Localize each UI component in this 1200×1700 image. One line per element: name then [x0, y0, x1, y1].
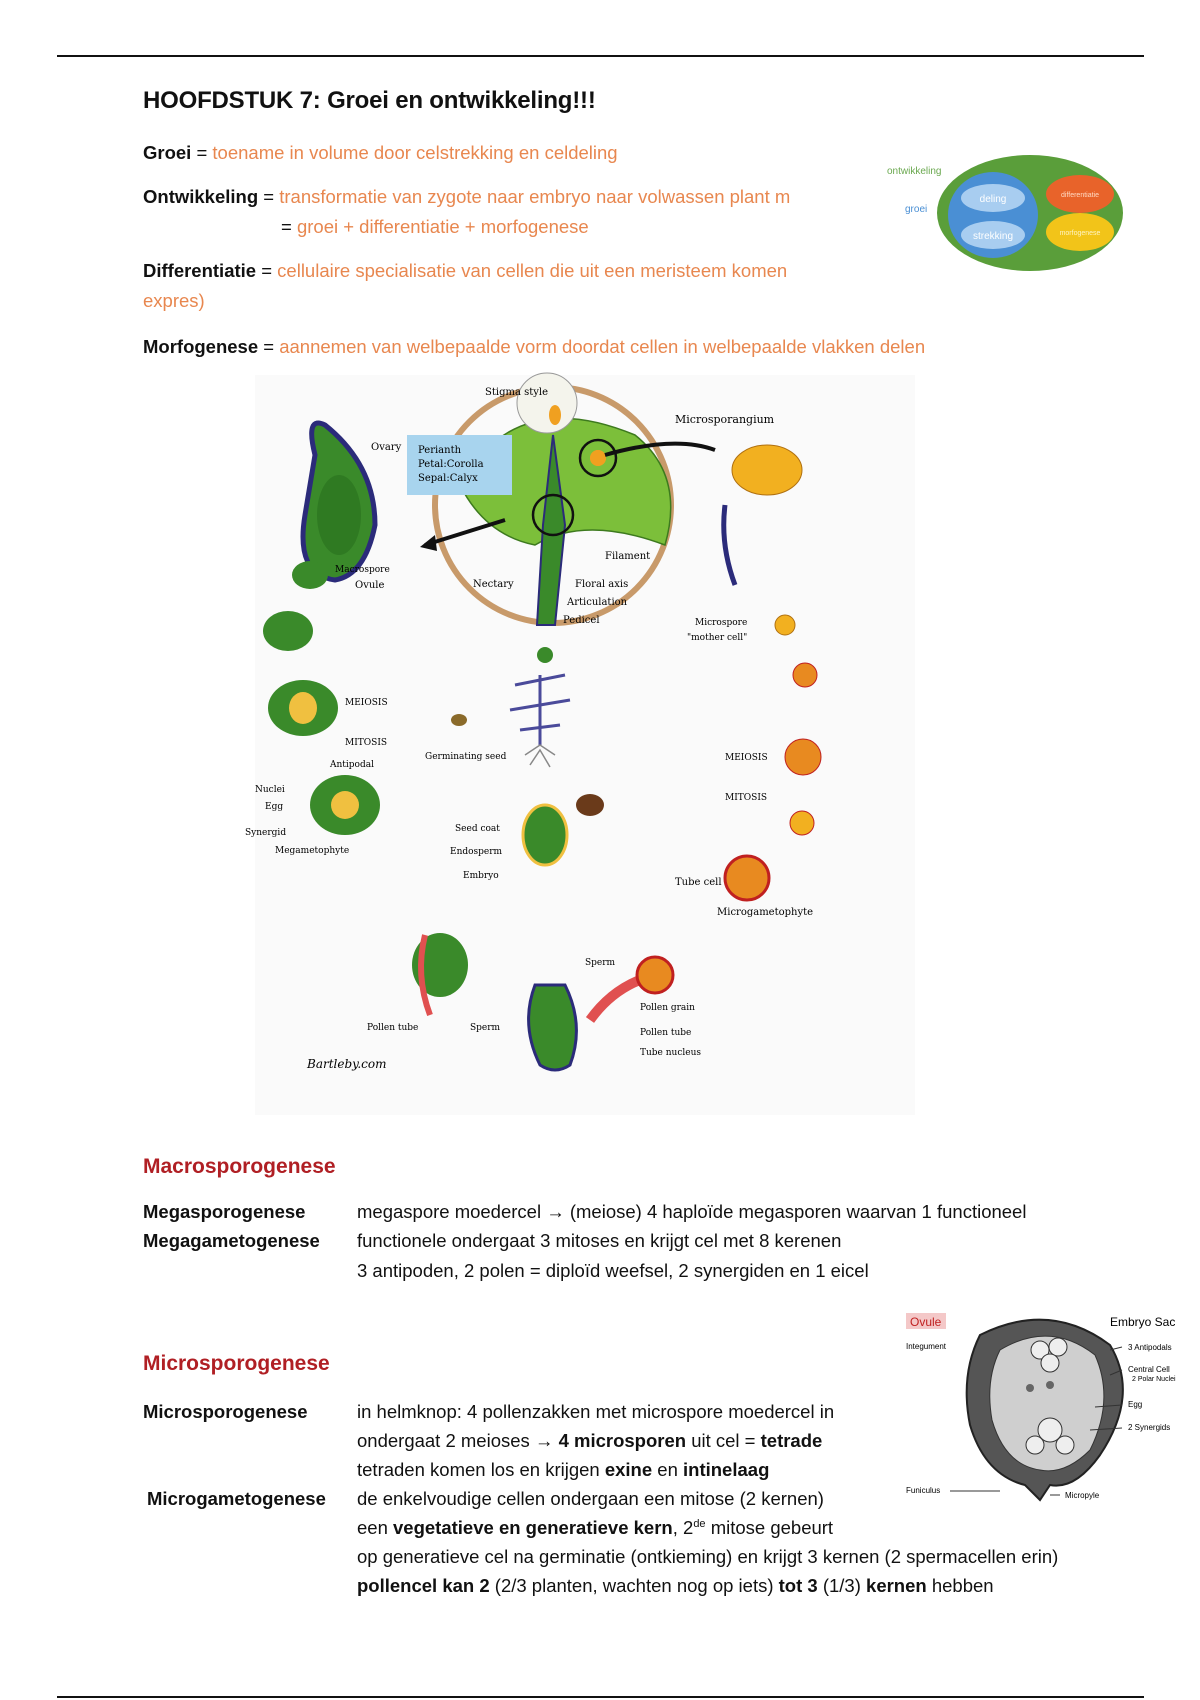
anther-dot: [590, 450, 606, 466]
microspore-stage-2: [793, 663, 817, 687]
antipodals-label: 3 Antipodals: [1128, 1343, 1172, 1352]
micro-line-6: op generatieve cel na germinatie (ontkieming) en krijgt 3 kernen (2 spermacellen erin): [357, 1546, 1059, 1567]
label-synergid: Synergid: [245, 828, 287, 838]
macro-label-2: Megagametogenese: [143, 1230, 320, 1251]
stigma-anther: [549, 405, 561, 425]
bottom-rule: [57, 1696, 1144, 1698]
antipodal-2: [1049, 1338, 1067, 1356]
label-meiosis-right: MEIOSIS: [725, 753, 768, 763]
synergid-1: [1026, 1436, 1044, 1454]
label-articulation: Articulation: [567, 597, 628, 608]
def-morfogenese: Morfogenese = aannemen van welbepaalde vorm doordat cellen in welbepaalde vlakken delen: [143, 336, 926, 357]
label-perianth: Perianth: [418, 445, 462, 456]
antipodal-3: [1041, 1354, 1059, 1372]
label-mitosis-right: MITOSIS: [725, 793, 768, 803]
venn-morfogenese-label: morfogenese: [1059, 230, 1101, 237]
plant-flower: [537, 647, 553, 663]
label-antipodal: Antipodal: [330, 760, 374, 770]
integument-label: Integument: [906, 1342, 947, 1351]
synergid-2: [1056, 1436, 1074, 1454]
label-ovule: Ovule: [355, 580, 385, 591]
macrospore-cell: [292, 561, 328, 589]
label-pollen-grain: Pollen grain: [640, 1003, 695, 1013]
label-seed-coat: Seed coat: [455, 824, 500, 834]
megametophyte-core: [331, 791, 359, 819]
label-credit: Bartleby.com: [307, 1057, 387, 1071]
venn-ontwikkeling-label: ontwikkeling: [887, 166, 942, 177]
micro-line-4: de enkelvoudige cellen ondergaan een mitose (2 kernen): [357, 1488, 824, 1509]
development-venn-diagram: [885, 158, 1135, 288]
label-egg: Egg: [265, 802, 284, 812]
macro-heading: Macrosporogenese: [143, 1155, 336, 1178]
pollen-grain-shape: [637, 957, 673, 993]
polar-nucleus-1: [1026, 1384, 1034, 1392]
central-cell-label: Central Cell: [1128, 1365, 1170, 1374]
micro-line-5: een vegetatieve en generatieve kern, 2de mitose gebeurt: [357, 1517, 834, 1538]
label-tube-cell: Tube cell: [675, 877, 722, 888]
ovule-label: Ovule: [910, 1315, 942, 1329]
seed-shape: [576, 794, 604, 816]
micro-line-1: in helmknop: 4 pollenzakken met microspore moedercel in: [357, 1401, 835, 1422]
label-microspore: Microspore: [695, 618, 748, 628]
def-ontwikkeling: Ontwikkeling = transformatie van zygote naar embryo naar volwassen plant m: [143, 186, 791, 207]
microspore-tetrad: [785, 739, 821, 775]
macro-text-1: megaspore moedercel → (meiose) 4 haploïde megasporen waarvan 1 functioneel: [357, 1201, 1027, 1222]
label-microgametophyte: Microgametophyte: [717, 907, 814, 918]
ovule-embryo-sac-diagram: [900, 1305, 1190, 1515]
microspore-mother-cell: [775, 615, 795, 635]
funiculus-label: Funiculus: [906, 1486, 941, 1495]
label-meiosis-left: MEIOSIS: [345, 698, 388, 708]
page-title: HOOFDSTUK 7: Groei en ontwikkeling!!!: [143, 87, 596, 114]
label-embryo: Embryo: [463, 871, 499, 881]
def-ontwikkeling-line2: = groei + differentiatie + morfogenese: [281, 216, 589, 237]
label-petal: Petal:Corolla: [418, 459, 484, 470]
micro-line-7: pollencel kan 2 (2/3 planten, wachten nog op iets) tot 3 (1/3) kernen hebben: [357, 1575, 994, 1596]
label-nectary: Nectary: [473, 579, 514, 590]
label-mother-cell: "mother cell": [687, 633, 748, 643]
label-megametophyte: Megametophyte: [275, 846, 350, 856]
venn-deling-label: deling: [979, 194, 1007, 205]
venn-differentiatie-label: differentiatie: [1060, 192, 1100, 199]
label-pedicel: Pedicel: [563, 615, 600, 626]
micro-label-1: Microsporogenese: [143, 1401, 308, 1422]
def-differentiatie-line2: expres): [143, 290, 205, 311]
label-pollen-tube-left: Pollen tube: [367, 1023, 419, 1033]
label-tube-nucleus: Tube nucleus: [640, 1048, 702, 1058]
label-microsporangium: Microsporangium: [675, 413, 775, 426]
synergids-label: 2 Synergids: [1128, 1423, 1171, 1432]
label-macrospore: Macrospore: [335, 565, 390, 575]
venn-groei-label: groei: [905, 204, 928, 215]
ovule-stage-2: [263, 611, 313, 651]
top-rule: [57, 55, 1144, 57]
fertilized-pistil: [529, 985, 577, 1070]
micro-label-2: Microgametogenese: [147, 1488, 326, 1509]
label-sperm-left: Sperm: [470, 1023, 501, 1033]
label-endosperm: Endosperm: [450, 847, 503, 857]
macro-text-2: functionele ondergaat 3 mitoses en krijgt cel met 8 kerenen: [357, 1230, 842, 1251]
ovary-interior: [317, 475, 361, 555]
microsporangium-shape: [732, 445, 802, 495]
label-stigma: Stigma style: [485, 387, 549, 398]
macro-text-3: 3 antipoden, 2 polen = diploïd weefsel, 2 synergiden en 1 eicel: [357, 1260, 869, 1281]
label-floral-axis: Floral axis: [575, 579, 629, 590]
label-sepal: Sepal:Calyx: [418, 473, 478, 484]
micro-line-3: tetraden komen los en krijgen exine en intinelaag: [357, 1459, 770, 1480]
microgametophyte-shape: [725, 856, 769, 900]
label-sperm-top: Sperm: [585, 958, 616, 968]
germinating-seed-shape: [451, 714, 467, 726]
polar-nucleus-2: [1046, 1381, 1054, 1389]
polar-nuclei-label: 2 Polar Nuclei: [1132, 1376, 1176, 1383]
stigma-dome: [517, 373, 577, 433]
micro-line-2: ondergaat 2 meioses → 4 microsporen uit cel = tetrade: [357, 1430, 823, 1451]
label-filament: Filament: [605, 551, 651, 562]
venn-strekking-label: strekking: [972, 231, 1014, 242]
egg-label: Egg: [1128, 1400, 1143, 1409]
micropyle-label: Micropyle: [1065, 1491, 1100, 1500]
embryo-sac-label: Embryo Sac: [1110, 1315, 1176, 1329]
label-pollen-tube-right: Pollen tube: [640, 1028, 692, 1038]
label-germinating-seed: Germinating seed: [425, 752, 507, 762]
ovule-stage-3-core: [289, 692, 317, 724]
microspore-stage-4: [790, 811, 814, 835]
angiosperm-life-cycle-diagram: [245, 375, 915, 1115]
label-mitosis-left: MITOSIS: [345, 738, 388, 748]
def-differentiatie: Differentiatie = cellulaire specialisatie van cellen die uit een meristeem komen: [143, 260, 788, 281]
def-groei: Groei = toename in volume door celstrekking en celdeling: [143, 142, 618, 163]
label-nuclei: Nuclei: [255, 785, 285, 795]
micro-heading: Microsporogenese: [143, 1352, 330, 1375]
seed-section: [523, 805, 567, 865]
macro-label-1: Megasporogenese: [143, 1201, 306, 1222]
label-ovary: Ovary: [371, 442, 402, 453]
